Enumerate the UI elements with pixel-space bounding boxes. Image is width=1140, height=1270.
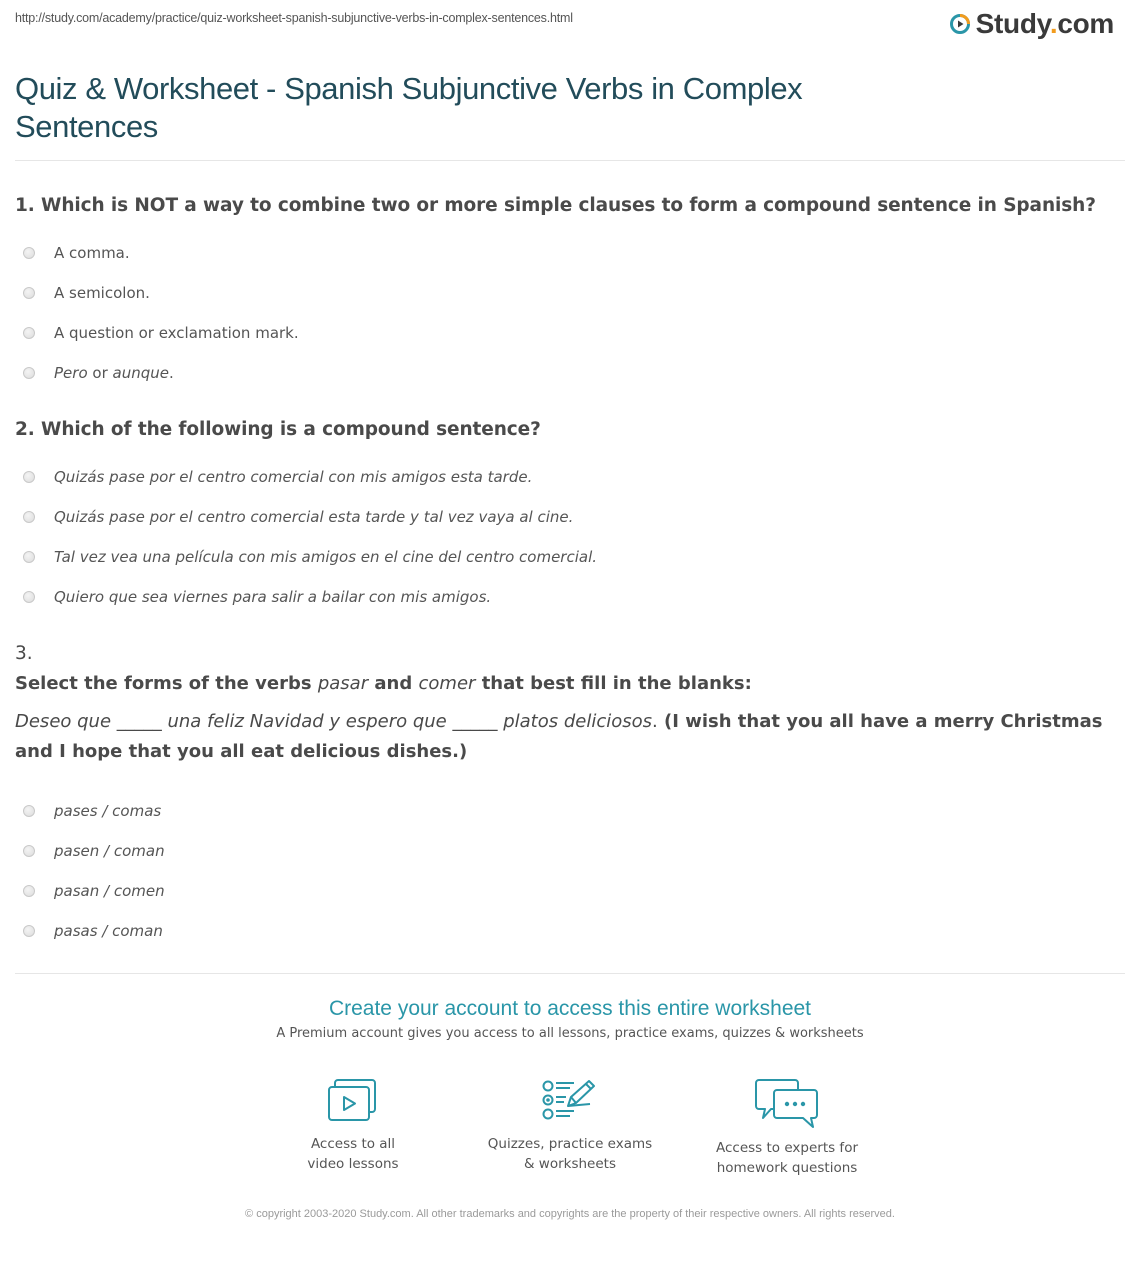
- radio-button[interactable]: [23, 287, 35, 299]
- question-3: [15, 641, 1120, 951]
- question-title: 1. Which is NOT a way to combine two or more simple clauses to form a compound sentence in Spanish?: [15, 195, 1096, 216]
- feature-quizzes: [462, 1078, 679, 1178]
- option-label: A semicolon.: [54, 284, 150, 302]
- option-label: Quizás pase por el centro comercial con mis amigos esta tarde.: [54, 468, 533, 486]
- answer-option[interactable]: [15, 537, 1120, 577]
- radio-button[interactable]: [23, 885, 35, 897]
- question-sentence: Deseo que _____ una feliz Navidad y espero que _____ platos deliciosos. (I wish that you all have a merry Christmas and I hope that you all eat delicious dishes.): [15, 711, 1103, 762]
- answer-option[interactable]: [15, 497, 1120, 537]
- option-label: A question or exclamation mark.: [54, 324, 299, 342]
- radio-button[interactable]: [23, 247, 35, 259]
- radio-button[interactable]: [23, 925, 35, 937]
- answer-option[interactable]: [15, 313, 1120, 353]
- option-label: A comma.: [54, 244, 130, 262]
- radio-button[interactable]: [23, 591, 35, 603]
- answer-option[interactable]: [15, 233, 1120, 273]
- option-label: Quizás pase por el centro comercial esta tarde y tal vez vaya al cine.: [54, 508, 574, 526]
- radio-button[interactable]: [23, 805, 35, 817]
- radio-button[interactable]: [23, 551, 35, 563]
- logo-text: Study.com: [975, 8, 1114, 39]
- divider: [15, 160, 1125, 161]
- feature-label: Quizzes, practice exams & worksheets: [487, 1136, 653, 1172]
- page-title: Quiz & Worksheet - Spanish Subjunctive Verbs in Complex Sentences: [15, 71, 803, 144]
- signup-cta: [0, 996, 1140, 1041]
- chat-bubbles-icon: [755, 1078, 819, 1128]
- option-label: pases / comas: [54, 802, 162, 820]
- answer-option[interactable]: [15, 457, 1120, 497]
- option-label: Tal vez vea una película con mis amigos en el cine del centro comercial.: [54, 548, 598, 566]
- answer-options: [15, 457, 1120, 617]
- play-circle-icon: [949, 13, 971, 35]
- radio-button[interactable]: [23, 511, 35, 523]
- feature-video-lessons: [245, 1078, 462, 1178]
- question-1: [15, 193, 1120, 393]
- option-label: pasas / coman: [54, 922, 163, 940]
- divider: [15, 973, 1125, 974]
- radio-button[interactable]: [23, 471, 35, 483]
- answer-option[interactable]: [15, 871, 1120, 911]
- answer-options: [15, 233, 1120, 393]
- radio-button[interactable]: [23, 327, 35, 339]
- quiz-checklist-icon: [542, 1078, 598, 1124]
- feature-label: Access to experts for homework questions: [715, 1140, 858, 1176]
- option-label: pasan / comen: [54, 882, 165, 900]
- cta-subtitle: A Premium account gives you access to all lessons, practice exams, quizzes & worksheets: [276, 1026, 864, 1041]
- option-label: Quiero que sea viernes para salir a bailar con mis amigos.: [54, 588, 492, 606]
- answer-options: [15, 791, 1120, 951]
- radio-button[interactable]: [23, 367, 35, 379]
- answer-option[interactable]: [15, 791, 1120, 831]
- cta-title-link[interactable]: Create your account to access this entire worksheet: [328, 997, 812, 1020]
- answer-option[interactable]: [15, 911, 1120, 951]
- option-label: Pero or aunque.: [54, 364, 174, 382]
- page-url: http://study.com/academy/practice/quiz-worksheet-spanish-subjunctive-verbs-in-complex-sentences.html: [15, 11, 573, 25]
- radio-button[interactable]: [23, 845, 35, 857]
- answer-option[interactable]: [15, 831, 1120, 871]
- question-2: [15, 417, 1120, 617]
- answer-option[interactable]: [15, 577, 1120, 617]
- feature-list: [0, 1078, 1140, 1178]
- answer-option[interactable]: [15, 353, 1120, 393]
- question-prompt: Select the forms of the verbs pasar and comer that best fill in the blanks:: [15, 673, 752, 694]
- option-label: pasen / coman: [54, 842, 165, 860]
- study-logo[interactable]: [949, 8, 1114, 40]
- feature-experts: [679, 1078, 896, 1178]
- feature-label: Access to all video lessons: [307, 1136, 399, 1172]
- question-title: 2. Which of the following is a compound sentence?: [15, 419, 541, 440]
- video-lessons-icon: [327, 1078, 379, 1124]
- question-number: 3.: [15, 643, 33, 664]
- copyright-notice: © copyright 2003-2020 Study.com. All other trademarks and copyrights are the property of their respective owners. All rights reserved.: [245, 1208, 895, 1220]
- answer-option[interactable]: [15, 273, 1120, 313]
